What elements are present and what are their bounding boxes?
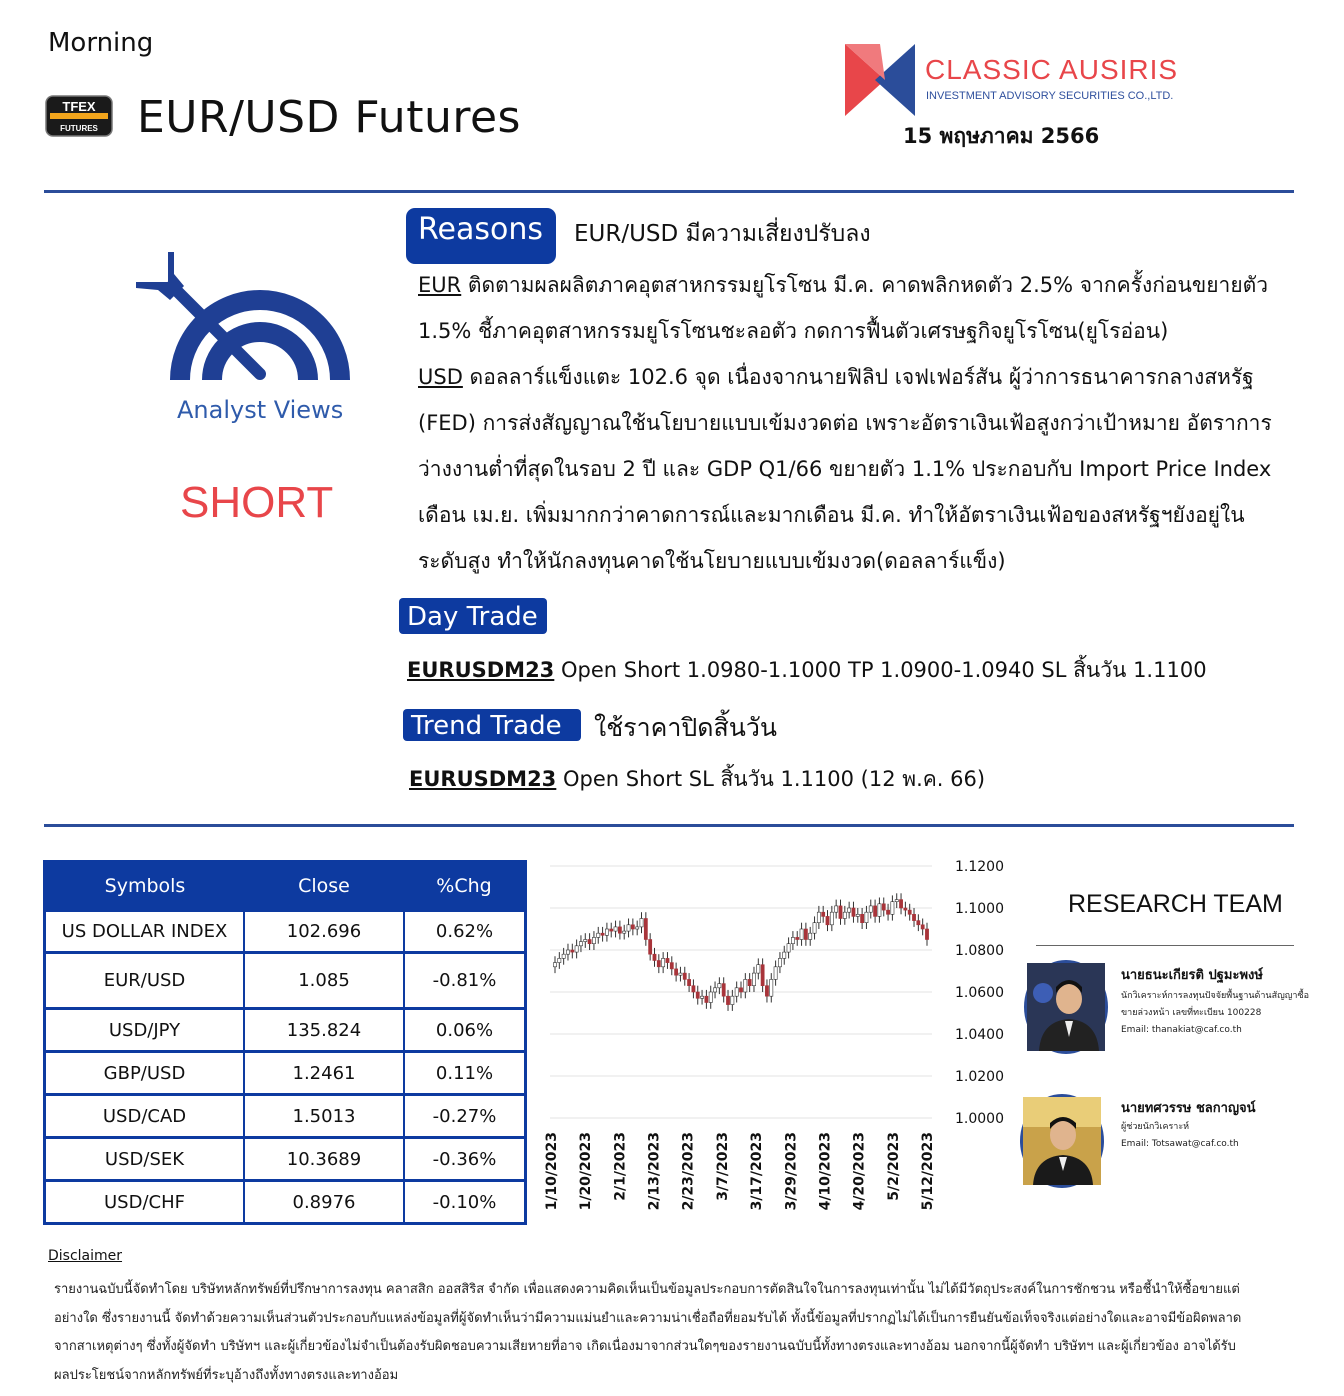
x-tick-label: 5/2/2023 (885, 1132, 902, 1201)
research-team-title: RESEARCH TEAM (1068, 890, 1283, 918)
candle-body (601, 933, 604, 935)
candle-body (571, 950, 574, 952)
candle-body (666, 958, 669, 962)
candle-body (804, 929, 807, 940)
day-trade-text: Open Short 1.0980-1.1000 TP 1.0900-1.0940 SL สิ้นวัน 1.1100 (554, 658, 1207, 682)
x-tick-label: 2/13/2023 (646, 1132, 663, 1211)
reasons-heading: EUR/USD มีความเสี่ยงปรับลง (574, 221, 871, 247)
brand-subtitle: INVESTMENT ADVISORY SECURITIES CO.,LTD. (926, 90, 1174, 102)
day-trade-badge: Day Trade (399, 598, 547, 634)
trend-trade-line (409, 763, 985, 796)
candle-body (705, 996, 708, 1002)
reason-eur-paragraph (418, 262, 1328, 354)
candle-body (592, 937, 595, 943)
candle-body (778, 958, 781, 966)
tfex-logo-sub: FUTURES (60, 124, 98, 133)
y-tick-label: 1.0200 (955, 1069, 1004, 1085)
candle-body (852, 908, 855, 916)
table-row (45, 1138, 526, 1181)
x-tick-label: 4/10/2023 (817, 1132, 834, 1211)
x-tick-label: 3/17/2023 (749, 1132, 766, 1211)
table-row (45, 911, 526, 953)
member-2-details (1121, 1119, 1311, 1153)
fx-quote-table (43, 860, 527, 1225)
chg-cell: 0.11% (404, 1052, 526, 1095)
candle-body (748, 979, 751, 985)
brand-name: CLASSIC AUSIRIS (925, 54, 1179, 85)
y-tick-label: 1.0000 (955, 1111, 1004, 1127)
candle-body (713, 988, 716, 992)
research-divider (1036, 945, 1294, 946)
disclaimer-line-2: อย่างใด ซึ่งรายงานนี้ จัดทำด้วยความเห็นส่วนตัวประกอบกับแหล่งข้อมูลที่ผู้จัดทำเห็นว่ามีความแม่นยำและความน่าเชื่อถือที่ยอมรับได้ ทั้งนี้ข้อมูลที่ปรากฏไม่ได้เป็นการยืนยันข้อเท็จจริงแต่อย่างใดและอาจมีข้อผิดพลาด (54, 1310, 1242, 1326)
candle-body (882, 904, 885, 910)
candle-body (605, 929, 608, 935)
tfex-logo-text: TFEX (62, 99, 96, 114)
close-cell: 135.824 (244, 1009, 404, 1052)
candle-body (588, 940, 591, 944)
analyst-photo-icon (1027, 963, 1105, 1051)
y-tick-label: 1.0800 (955, 943, 1004, 959)
usd-line-4: เดือน เม.ย. เพิ่มมากกว่าคาดการณ์และมากเดือน มี.ค. ทำให้อัตราเงินเฟ้อของสหรัฐฯยังอยู่ใน (418, 503, 1245, 527)
chg-cell: -0.10% (404, 1181, 526, 1224)
candle-body (553, 963, 556, 967)
table-header-row (45, 862, 526, 911)
candle-body (848, 908, 851, 912)
eur-line-2: 1.5% ชี้ภาคอุตสาหกรรมยูโรโซนชะลอตัว กดการฟื้นตัวเศรษฐกิจยูโรโซน(ยูโรอ่อน) (418, 319, 1169, 343)
candle-body (744, 979, 747, 992)
candle-body (675, 969, 678, 975)
close-cell: 10.3689 (244, 1138, 404, 1181)
y-tick-label: 1.0600 (955, 985, 1004, 1001)
y-tick-label: 1.1200 (955, 859, 1004, 875)
candle-body (921, 925, 924, 929)
candle-body (886, 910, 889, 914)
candle-body (636, 927, 639, 929)
candle-body (644, 919, 647, 940)
trend-trade-badge: Trend Trade (403, 709, 581, 741)
candle-body (735, 988, 738, 996)
disclaimer-title: Disclaimer (48, 1248, 123, 1264)
x-tick-label: 4/20/2023 (851, 1132, 868, 1211)
candle-body (895, 900, 898, 902)
usd-line-1: ดอลลาร์แข็งแตะ 102.6 จุด เนื่องจากนายฟิลิป เจฟเฟอร์สัน ผู้ว่าการธนาคารกลางสหรัฐ (462, 365, 1254, 389)
candle-body (891, 902, 894, 915)
candle-body (925, 929, 928, 940)
target-arrow-icon (130, 248, 350, 408)
disclaimer-line-1: รายงานฉบับนี้จัดทำโดย บริษัทหลักทรัพย์ที่ปรึกษาการลงทุน คลาสสิก ออสสิริส จำกัด เพื่อแสดงความคิดเห็นเป็นข้อมูลประกอบการตัดสินใจในการลงทุนเท่านั้น ไม่ได้มีวัตถุประสงค์ในการชักชวน หรือชี้นำให้ซื้อขายแต่ (54, 1282, 1240, 1297)
candle-body (757, 965, 760, 973)
candle-body (770, 979, 773, 996)
symbol-cell: USD/CHF (45, 1181, 245, 1224)
candle-body (575, 946, 578, 952)
candle-body (873, 906, 876, 917)
eur-code: EUR (418, 273, 462, 297)
candle-body (718, 984, 721, 988)
table-row (45, 1052, 526, 1095)
y-tick-label: 1.0400 (955, 1027, 1004, 1043)
candle-body (813, 923, 816, 934)
candle-body (627, 925, 630, 931)
symbol-cell: EUR/USD (45, 953, 245, 1009)
member-2-email: Email: Totsawat@caf.co.th (1121, 1139, 1239, 1149)
table-row (45, 1009, 526, 1052)
classic-ausiris-logo-icon (845, 44, 915, 116)
day-trade-symbol: EURUSDM23 (407, 658, 555, 682)
candle-body (912, 914, 915, 920)
candle-body (822, 912, 825, 916)
candle-body (700, 996, 703, 998)
chg-cell: -0.81% (404, 953, 526, 1009)
candle-body (856, 914, 859, 916)
disclaimer-text (54, 1276, 1274, 1390)
symbol-cell: GBP/USD (45, 1052, 245, 1095)
reasons-badge: Reasons (406, 208, 556, 264)
eur-line-1: ติดตามผลผลิตภาคอุตสาหกรรมยูโรโซน มี.ค. คาดพลิกหดตัว 2.5% จากครั้งก่อนขยายตัว (461, 273, 1269, 297)
symbol-cell: USD/SEK (45, 1138, 245, 1181)
usd-line-2: (FED) การส่งสัญญาณใช้นโยบายแบบเข้มงวดต่อ เพราะอัตราเงินเฟ้อสูงกว่าเป้าหมาย อัตราการ (418, 411, 1272, 435)
candle-body (861, 914, 864, 922)
candle-body (696, 992, 699, 998)
x-tick-label: 2/23/2023 (680, 1132, 697, 1211)
candle-body (817, 912, 820, 923)
header-symbols: Symbols (45, 862, 245, 911)
x-tick-label: 1/20/2023 (578, 1132, 595, 1211)
member-1-license: ขายล่วงหน้า เลขที่ทะเบียน 100228 (1121, 1008, 1262, 1018)
candle-body (722, 984, 725, 997)
candle-body (904, 908, 907, 910)
candle-body (917, 921, 920, 925)
candle-body (640, 919, 643, 927)
analyst-view-short: SHORT (180, 478, 334, 527)
avatar (1020, 1094, 1104, 1188)
x-tick-label: 5/12/2023 (920, 1132, 936, 1211)
candle-body (787, 944, 790, 952)
candle-body (835, 906, 838, 912)
candle-body (796, 937, 799, 939)
middle-divider (44, 824, 1294, 827)
symbol-cell: US DOLLAR INDEX (45, 911, 245, 953)
candle-body (670, 963, 673, 969)
chg-cell: -0.36% (404, 1138, 526, 1181)
member-1-details (1121, 988, 1311, 1039)
candle-body (826, 916, 829, 924)
usd-line-5: ระดับสูง ทำให้นักลงทุนคาดใช้นโยบายแบบเข้มงวด(ดอลลาร์แข็ง) (418, 549, 1006, 573)
candle-body (653, 954, 656, 960)
candle-body (752, 973, 755, 986)
candle-body (579, 942, 582, 946)
candle-body (731, 996, 734, 1004)
tfex-fx-futures-logo (44, 94, 114, 138)
candle-body (610, 929, 613, 931)
candle-body (679, 973, 682, 975)
close-cell: 0.8976 (244, 1181, 404, 1224)
candle-body (761, 965, 764, 986)
y-tick-label: 1.1000 (955, 901, 1004, 917)
candle-body (800, 929, 803, 940)
close-cell: 1.2461 (244, 1052, 404, 1095)
candle-body (774, 967, 777, 980)
candle-body (562, 954, 565, 958)
analyst-views-label: Analyst Views (177, 396, 344, 424)
member-2-name: นายทศวรรษ ชลกาญจน์ (1121, 1101, 1256, 1116)
close-cell: 1.085 (244, 953, 404, 1009)
usd-code: USD (418, 365, 463, 389)
chg-cell: 0.06% (404, 1009, 526, 1052)
member-2-role: ผู้ช่วยนักวิเคราะห์ (1121, 1122, 1190, 1132)
table-row (45, 953, 526, 1009)
candle-body (739, 988, 742, 992)
member-1-email: Email: thanakiat@caf.co.th (1121, 1025, 1242, 1035)
candle-body (618, 927, 621, 933)
candle-body (791, 937, 794, 943)
close-cell: 102.696 (244, 911, 404, 953)
x-tick-label: 1/10/2023 (544, 1132, 560, 1211)
report-date: 15 พฤษภาคม 2566 (903, 124, 1100, 148)
candle-body (692, 986, 695, 992)
eurusd-candlestick-chart (540, 850, 1004, 1230)
candle-body (662, 958, 665, 966)
candle-body (584, 940, 587, 942)
candle-body (623, 931, 626, 933)
symbol-cell: USD/CAD (45, 1095, 245, 1138)
session-label: Morning (48, 28, 154, 58)
candle-body (631, 925, 634, 929)
x-tick-label: 3/29/2023 (783, 1132, 800, 1211)
candle-body (709, 992, 712, 1003)
header-chg: %Chg (404, 862, 526, 911)
candle-body (908, 910, 911, 914)
top-divider (44, 190, 1294, 193)
trend-trade-note: ใช้ราคาปิดสิ้นวัน (594, 713, 777, 742)
x-tick-label: 3/7/2023 (714, 1132, 731, 1201)
reason-usd-paragraph (418, 354, 1328, 584)
member-1-name: นายธนะเกียรติ ปฐมะพงษ์ (1121, 968, 1263, 983)
candle-body (878, 904, 881, 917)
candle-body (899, 900, 902, 908)
page-title: EUR/USD Futures (137, 92, 521, 143)
candle-body (830, 912, 833, 925)
candle-body (809, 933, 812, 939)
analyst-photo-icon (1023, 1097, 1101, 1185)
candle-body (765, 986, 768, 997)
candle-body (839, 906, 842, 919)
close-cell: 1.5013 (244, 1095, 404, 1138)
candle-body (683, 973, 686, 979)
member-1-role: นักวิเคราะห์การลงทุนปัจจัยพื้นฐานด้านสัญญาซื้อ (1121, 991, 1309, 1001)
candle-body (843, 912, 846, 918)
candle-body (869, 906, 872, 912)
candle-body (614, 927, 617, 931)
candle-body (783, 952, 786, 958)
candle-body (566, 950, 569, 954)
x-tick-label: 2/1/2023 (612, 1132, 629, 1201)
candle-body (865, 912, 868, 923)
candle-body (657, 961, 660, 967)
usd-line-3: ว่างงานต่ำที่สุดในรอบ 2 ปี และ GDP Q1/66 ขยายตัว 1.1% ประกอบกับ Import Price Index (418, 457, 1272, 481)
day-trade-line (407, 654, 1207, 687)
disclaimer-line-3: จากสาเหตุต่างๆ ซึ่งทั้งผู้จัดทำ บริษัทฯ และผู้เกี่ยวข้องไม่จำเป็นต้องรับผิดชอบความเสียหายที่อาจ เกิดเนื่องมาจากส่วนใดๆของรายงานฉบับนี้ทั้งทางตรงและทางอ้อม นอกจากนี้ผู้จัดทำ บริษัทฯ และผู้เกี่ยวข้อง อาจได้รับ (54, 1339, 1236, 1354)
table-row (45, 1181, 526, 1224)
candle-body (558, 958, 561, 962)
candle-body (649, 940, 652, 955)
table-row (45, 1095, 526, 1138)
symbol-cell: USD/JPY (45, 1009, 245, 1052)
candle-body (597, 933, 600, 937)
chg-cell: 0.62% (404, 911, 526, 953)
candle-body (726, 996, 729, 1004)
disclaimer-line-4: ผลประโยชน์จากหลักทรัพย์ที่ระบุอ้างถึงทั้งทางตรงและทางอ้อม (54, 1367, 399, 1383)
trend-trade-symbol: EURUSDM23 (409, 767, 557, 791)
trend-trade-text: Open Short SL สิ้นวัน 1.1100 (12 พ.ค. 66) (556, 767, 986, 791)
avatar (1024, 960, 1108, 1054)
chg-cell: -0.27% (404, 1095, 526, 1138)
header-close: Close (244, 862, 404, 911)
candle-body (687, 979, 690, 985)
